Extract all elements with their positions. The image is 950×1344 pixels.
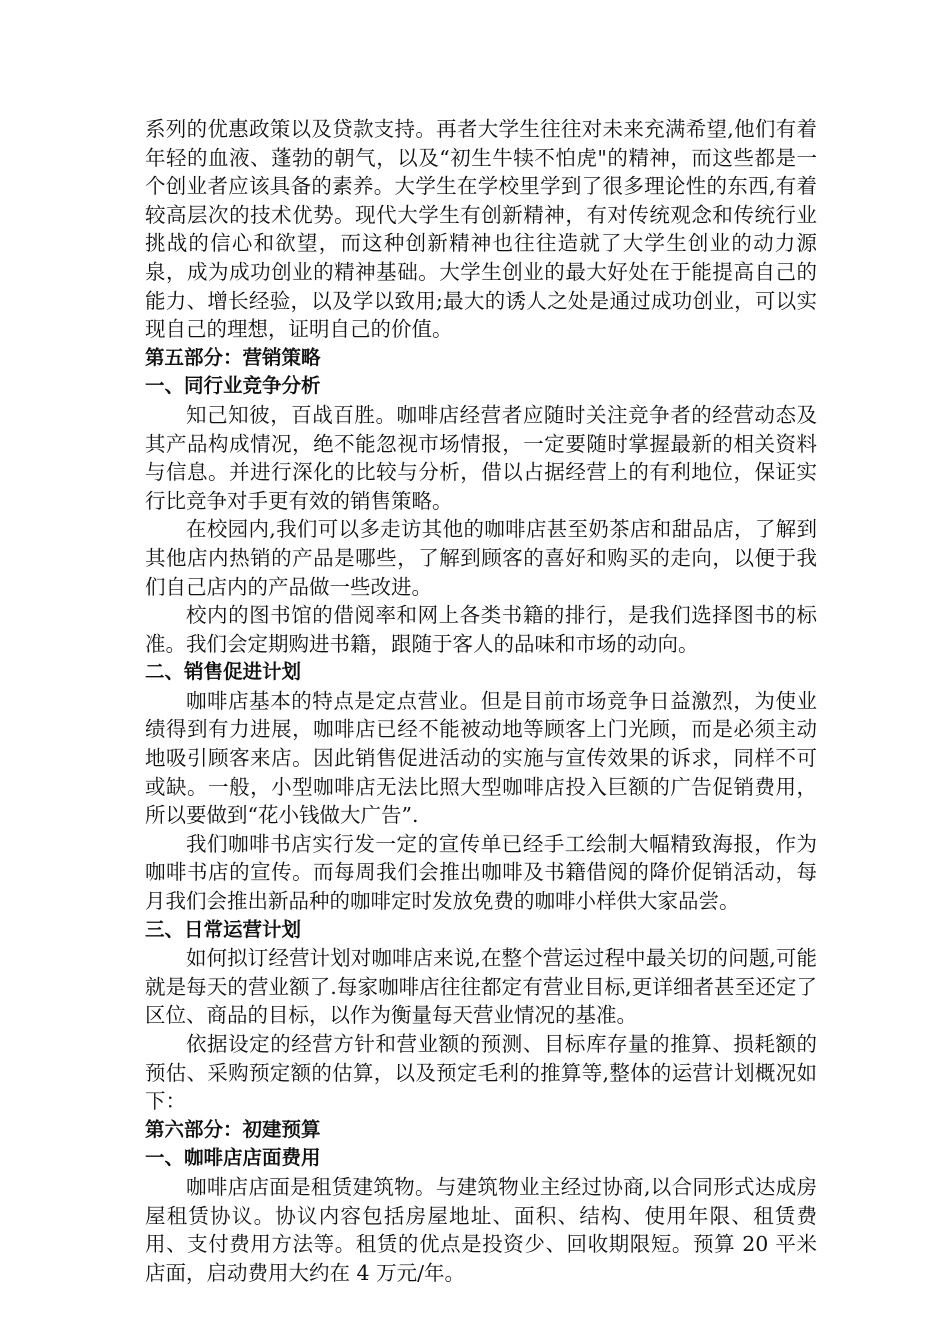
part-six-heading: 第六部分：初建预算 bbox=[145, 1117, 321, 1141]
document-page bbox=[145, 115, 817, 1287]
competition-paragraph-1: 知己知彼，百战百胜。咖啡店经营者应随时关注竞争者的经营动态及其产品构成情况，绝不能忽视市场情报，一定要随时掌握最新的相关资料与信息。并进行深化的比较与分析，借以占据经营上的有利地位，保证实行比竞争对手更有效的销售策略。 bbox=[145, 402, 817, 513]
section-competition-heading: 一、同行业竞争分析 bbox=[145, 374, 321, 398]
section-storefront-cost-heading: 一、咖啡店店面费用 bbox=[145, 1146, 321, 1170]
intro-paragraph: 系列的优惠政策以及贷款支持。再者大学生往往对未来充满希望,他们有着年轻的血液、蓬勃的朝气，以及“初生牛犊不怕虎"的精神，而这些都是一个创业者应该具备的素养。大学生在学校里学到了很多理论性的东西,有着较高层次的技术优势。现代大学生有创新精神，有对传统观念和传统行业挑战的信心和欲望，而这种创新精神也往往造就了大学生创业的动力源泉，成为成功创业的精神基础。大学生创业的最大好处在于能提高自己的能力、增长经验，以及学以致用;最大的诱人之处是通过成功创业，可以实现自己的理想，证明自己的价值。 bbox=[145, 117, 817, 342]
competition-paragraph-2: 在校园内,我们可以多走访其他的咖啡店甚至奶茶店和甜品店，了解到其他店内热销的产品是哪些，了解到顾客的喜好和购买的走向，以便于我们自己店内的产品做一些改进。 bbox=[145, 517, 817, 599]
promotion-paragraph-1: 咖啡店基本的特点是定点营业。但是目前市场竞争日益激烈，为使业绩得到有力进展，咖啡店已经不能被动地等顾客上门光顾，而是必须主动地吸引顾客来店。因此销售促进活动的实施与宣传效果的诉求，同样不可或缺。一般，小型咖啡店无法比照大型咖啡店投入巨额的广告促销费用，所以要做到“花小钱做大广告”. bbox=[145, 688, 817, 828]
competition-paragraph-3: 校内的图书馆的借阅率和网上各类书籍的排行，是我们选择图书的标准。我们会定期购进书籍，跟随于客人的品味和市场的动向。 bbox=[145, 603, 817, 656]
storefront-cost-paragraph: 咖啡店店面是租赁建筑物。与建筑物业主经过协商,以合同形式达成房屋租赁协议。协议内容包括房屋地址、面积、结构、使用年限、租赁费用、支付费用方法等。租赁的优点是投资少、回收期限短。预算 20 平米店面，启动费用大约在 4 万元/年。 bbox=[145, 1174, 817, 1285]
section-operations-heading: 三、日常运营计划 bbox=[145, 917, 302, 941]
section-promotion-heading: 二、销售促进计划 bbox=[145, 660, 302, 684]
promotion-paragraph-2: 我们咖啡书店实行发一定的宣传单已经手工绘制大幅精致海报，作为咖啡书店的宣传。而每周我们会推出咖啡及书籍借阅的降价促销活动，每月我们会推出新品种的咖啡定时发放免费的咖啡小样供大家品尝。 bbox=[145, 831, 817, 914]
operations-paragraph-1: 如何拟订经营计划对咖啡店来说,在整个营运过程中最关切的问题,可能就是每天的营业额了.每家咖啡店往往都定有营业目标,更详细者甚至还定了区位、商品的目标，以作为衡量每天营业情况的基准。 bbox=[145, 946, 817, 1028]
operations-paragraph-2: 依据设定的经营方针和营业额的预测、目标库存量的推算、损耗额的预估、采购预定额的估算，以及预定毛利的推算等,整体的运营计划概况如下： bbox=[145, 1032, 817, 1114]
part-five-heading: 第五部分：营销策略 bbox=[145, 345, 321, 369]
